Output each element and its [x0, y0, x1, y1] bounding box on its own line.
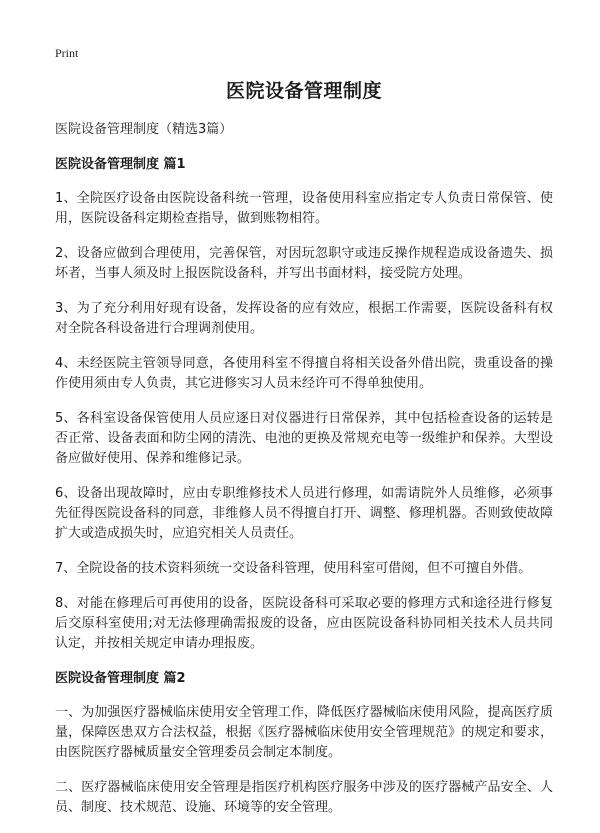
paragraph: 1、全院医疗设备由医院设备科统一管理，设备使用科室应指定专人负责日常保管、使用，医院设备科定期检查指导，做到账物相符。 — [55, 191, 553, 226]
paragraph: 6、设备出现故障时，应由专职维修技术人员进行修理，如需请院外人员维修，必须事先征得医院设备科的同意，非维修人员不得擅自打开、调整、修理机器。否则致使故障扩大或造成损失时，应追究相关人员责任。 — [55, 486, 553, 541]
section-heading: 医院设备管理制度 篇1 — [55, 157, 186, 172]
paragraph: 二、医疗器械临床使用安全管理是指医疗机构医疗服务中涉及的医疗器械产品安全、人员、制度、技术规范、设施、环境等的安全管理。 — [55, 780, 553, 815]
paragraph: 4、未经医院主管领导同意，各使用科室不得擅自将相关设备外借出院，贵重设备的操作使用须由专人负责，其它进修实习人员未经许可不得单独使用。 — [55, 356, 553, 391]
document-body — [55, 78, 553, 833]
document-subtitle: 医院设备管理制度（精选3篇） — [55, 122, 233, 137]
section-2 — [55, 669, 553, 818]
page-title: 医院设备管理制度 — [225, 80, 382, 102]
paragraph: 8、对能在修理后可再使用的设备，医院设备科可采取必要的修理方式和途径进行修复后交原科室使用;对无法修理确需报废的设备，应由医院设备科协同相关技术人员共同认定，并按相关规定申请办理报废。 — [55, 596, 553, 651]
paragraph: 5、各科室设备保管使用人员应逐日对仪器进行日常保养，其中包括检查设备的运转是否正常、设备表面和防尘网的清洗、电池的更换及常规充电等一级维护和保养。大型设备应做好使用、保养和维修记录。 — [55, 411, 553, 466]
paragraph: 3、为了充分利用好现有设备，发挥设备的应有效应，根据工作需要，医院设备科有权对全院各科设备进行合理调剂使用。 — [55, 301, 553, 336]
paragraph: 2、设备应做到合理使用，完善保管，对因玩忽职守或违反操作规程造成设备遗失、损坏者，当事人须及时上报医院设备科，并写出书面材料，接受院方处理。 — [55, 246, 553, 281]
paragraph: 7、全院设备的技术资料须统一交设备科管理，使用科室可借阅，但不可擅自外借。 — [55, 561, 532, 576]
paragraph: 一、为加强医疗器械临床使用安全管理工作，降低医疗器械临床使用风险，提高医疗质量，保障医患双方合法权益，根据《医疗器械临床使用安全管理规范》的规定和要求，由医院医疗器械质量安全管理委员会制定本制度。 — [55, 705, 553, 760]
print-link[interactable]: Print — [55, 46, 79, 60]
section-heading: 医院设备管理制度 篇2 — [55, 671, 186, 686]
section-1 — [55, 155, 553, 654]
